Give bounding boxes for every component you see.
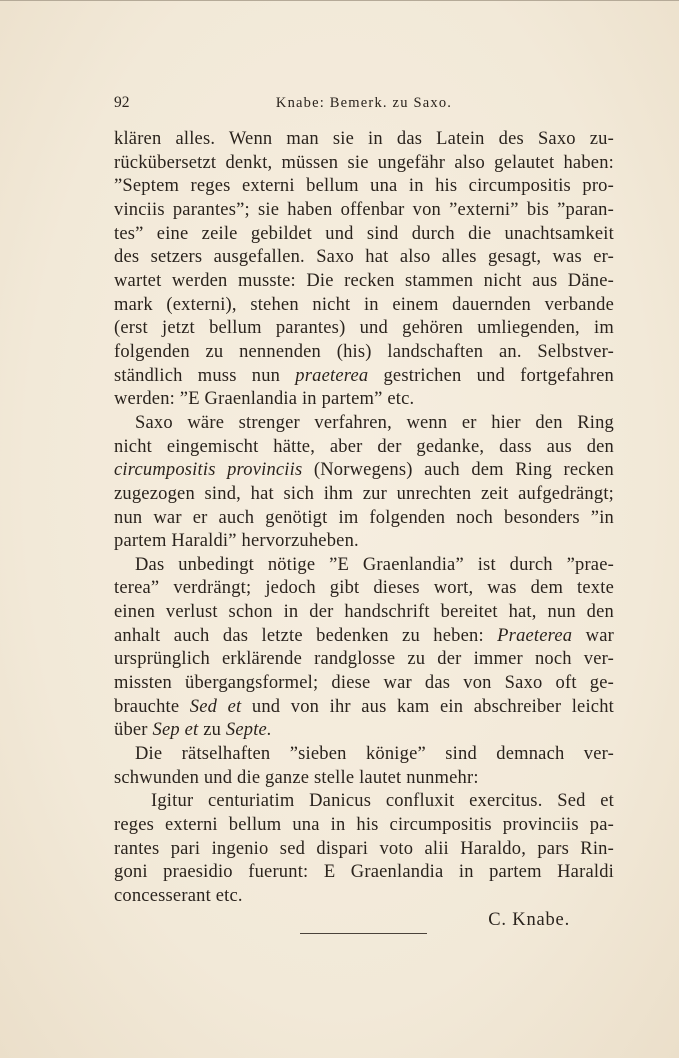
running-title: Knabe: Bemerk. zu Saxo.: [275, 95, 453, 111]
text-line: einen verlust schon in der handschrift bereitet hat, nun den: [114, 602, 614, 623]
text-line: mark (externi), stehen nicht in einem dauernden verbande: [114, 294, 614, 315]
text-segment: brauchte: [114, 696, 190, 717]
text-segment: (Norwegens) auch dem Ring recken: [302, 460, 614, 481]
text-line: rückübersetzt denkt, müssen sie ungefähr also gelautet haben:: [114, 152, 614, 173]
text-segment: ständlich muss nun: [114, 365, 296, 386]
body-text: [114, 128, 614, 932]
text-line: des setzers ausgefallen. Saxo hat also alles gesagt, was er-: [114, 247, 614, 268]
text-line: (erst jetzt bellum parantes) und gehören umliegenden, im: [114, 318, 614, 339]
text-segment: über: [114, 720, 153, 741]
text-line: ”Septem reges externi bellum una in his circumpositis pro-: [114, 176, 614, 197]
text-line: [114, 625, 614, 649]
text-line: schwunden und die ganze stelle lautet nunmehr:: [114, 767, 479, 788]
page-header: [114, 92, 614, 114]
text-line: terea” verdrängt; jedoch gibt dieses wort, was dem texte: [114, 578, 614, 599]
text-segment: zu: [198, 720, 226, 741]
text-line: tes” eine zeile gebildet und sind durch die unachtsamkeit: [114, 223, 614, 244]
text-line: ursprünglich erklärende randglosse zu der immer noch ver-: [114, 649, 614, 670]
text-line: vinciis parantes”; sie haben offenbar von ”externi” bis ”paran-: [114, 199, 614, 220]
text-line: concesserant etc.: [114, 886, 243, 906]
text-line: zugezogen sind, hat sich ihm zur unrechten zeit aufgedrängt;: [114, 483, 614, 504]
end-rule: [300, 933, 427, 934]
text-line: rantes pari ingenio sed dispari voto alii Haraldo, pars Rin-: [114, 838, 614, 859]
text-line: goni praesidio fuerunt: E Graenlandia in partem Haraldi: [114, 862, 614, 883]
text-line: folgenden zu nennenden (his) landschaften an. Selbstver-: [114, 341, 614, 362]
text-line: werden: ”E Graenlandia in partem” etc.: [114, 389, 415, 410]
text-line: Die rätselhaften ”sieben könige” sind demnach ver-: [135, 744, 614, 765]
text-line: klären alles. Wenn man sie in das Latein des Saxo zu-: [114, 129, 614, 149]
text-segment: anhalt auch das letzte bedenken zu heben:: [114, 625, 498, 646]
text-line: [114, 459, 614, 483]
italic-text: Septe.: [225, 720, 272, 741]
text-line: nun war er auch genötigt im folgenden noch besonders ”in: [114, 507, 614, 528]
italic-text: Sep et: [152, 720, 199, 741]
text-line: nicht eingemischt hätte, aber der gedanke, dass aus den: [114, 436, 614, 457]
text-segment: und von ihr aus kam ein abschreiber leicht: [241, 696, 614, 717]
text-line: Saxo wäre strenger verfahren, wenn er hier den Ring: [135, 412, 614, 433]
text-line: [114, 719, 614, 743]
text-line: wartet werden musste: Die recken stammen nicht aus Däne-: [114, 270, 614, 291]
text-line: partem Haraldi” hervorzuheben.: [114, 531, 359, 552]
signature: C. Knabe.: [488, 909, 570, 930]
italic-text: praeterea: [295, 365, 369, 386]
text-line: Das unbedingt nötige ”E Graenlandia” ist durch ”prae-: [135, 554, 614, 575]
text-segment: gestrichen und fortgefahren: [368, 365, 614, 386]
italic-text: Praeterea: [497, 625, 573, 646]
text-line: Igitur centuriatim Danicus confluxit exercitus. Sed et: [151, 791, 614, 812]
text-line: reges externi bellum una in his circumpositis provinciis pa-: [114, 815, 614, 836]
italic-text: Sed et: [189, 696, 242, 717]
text-line: [114, 696, 614, 720]
text-segment: war: [572, 625, 614, 646]
italic-text: circumpositis provinciis: [114, 460, 303, 481]
text-line: [114, 365, 614, 389]
page-number: 92: [114, 94, 130, 111]
text-line: missten übergangsformel; diese war das von Saxo oft ge-: [114, 673, 614, 694]
